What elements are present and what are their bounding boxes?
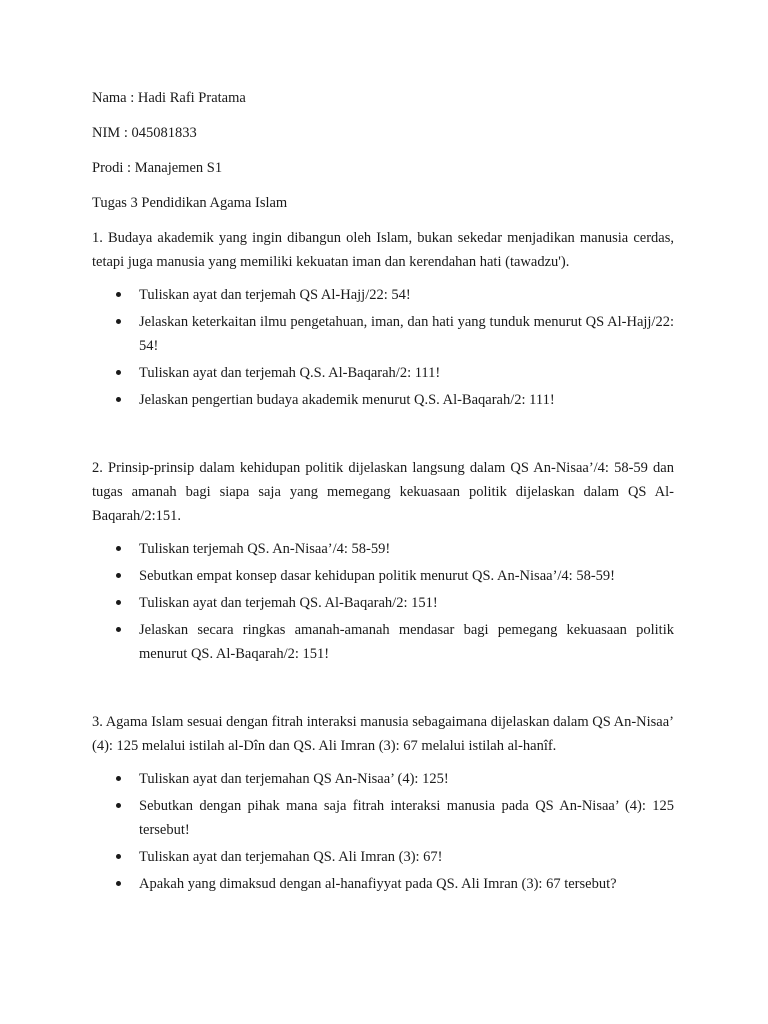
bullet-icon bbox=[116, 292, 121, 297]
student-name: Nama : Hadi Rafi Pratama bbox=[92, 90, 246, 106]
list-item-text: Jelaskan keterkaitan ilmu pengetahuan, iman, dan hati yang tunduk menurut QS Al-Hajj/22: 54! bbox=[139, 314, 674, 354]
list-item bbox=[92, 564, 674, 588]
list-item-text: Tuliskan ayat dan terjemah QS Al-Hajj/22: 54! bbox=[139, 287, 411, 303]
list-item-text: Sebutkan empat konsep dasar kehidupan politik menurut QS. An-Nisaa’/4: 58-59! bbox=[139, 568, 615, 584]
list-item bbox=[92, 537, 674, 561]
bullet-icon bbox=[116, 854, 121, 859]
list-item-text: Apakah yang dimaksud dengan al-hanafiyyat pada QS. Ali Imran (3): 67 tersebut? bbox=[139, 876, 617, 892]
question-items bbox=[92, 283, 674, 412]
bullet-icon bbox=[116, 573, 121, 578]
list-item-text: Tuliskan ayat dan terjemahan QS An-Nisaa’ (4): 125! bbox=[139, 771, 449, 787]
bullet-icon bbox=[116, 881, 121, 886]
study-program: Prodi : Manajemen S1 bbox=[92, 160, 223, 176]
list-item bbox=[92, 872, 674, 896]
list-item bbox=[92, 361, 674, 385]
question-1 bbox=[92, 226, 674, 412]
list-item bbox=[92, 794, 674, 842]
list-item bbox=[92, 767, 674, 791]
question-items bbox=[92, 767, 674, 896]
list-item bbox=[92, 618, 674, 666]
bullet-icon bbox=[116, 803, 121, 808]
bullet-icon bbox=[116, 627, 121, 632]
list-item-text: Jelaskan pengertian budaya akademik menurut Q.S. Al-Baqarah/2: 111! bbox=[139, 392, 555, 408]
list-item-text: Tuliskan terjemah QS. An-Nisaa’/4: 58-59! bbox=[139, 541, 391, 557]
list-item-text: Tuliskan ayat dan terjemah QS. Al-Baqarah/2: 151! bbox=[139, 595, 438, 611]
question-items bbox=[92, 537, 674, 666]
list-item-text: Sebutkan dengan pihak mana saja fitrah interaksi manusia pada QS An-Nisaa’ (4): 125 tersebut! bbox=[139, 798, 674, 838]
question-2 bbox=[92, 456, 674, 666]
bullet-icon bbox=[116, 776, 121, 781]
student-nim: NIM : 045081833 bbox=[92, 125, 197, 141]
list-item-text: Jelaskan secara ringkas amanah-amanah mendasar bagi pemegang kekuasaan politik menurut QS. Al-Baqarah/2: 151! bbox=[139, 622, 674, 662]
list-item bbox=[92, 591, 674, 615]
list-item-text: Tuliskan ayat dan terjemahan QS. Ali Imran (3): 67! bbox=[139, 849, 443, 865]
assignment-title: Tugas 3 Pendidikan Agama Islam bbox=[92, 195, 288, 211]
list-item-text: Tuliskan ayat dan terjemah Q.S. Al-Baqarah/2: 111! bbox=[139, 365, 441, 381]
bullet-icon bbox=[116, 600, 121, 605]
bullet-icon bbox=[116, 319, 121, 324]
list-item bbox=[92, 845, 674, 869]
bullet-icon bbox=[116, 546, 121, 551]
bullet-icon bbox=[116, 397, 121, 402]
bullet-icon bbox=[116, 370, 121, 375]
question-text: 3. Agama Islam sesuai dengan fitrah interaksi manusia sebagaimana dijelaskan dalam QS An-Nisaa’ (4): 125 melalui istilah al-Dîn dan QS. Ali Imran (3): 67 melalui istilah al-hanîf. bbox=[92, 714, 674, 754]
question-text: 1. Budaya akademik yang ingin dibangun oleh Islam, bukan sekedar menjadikan manusia cerdas, tetapi juga manusia yang memiliki kekuatan iman dan kerendahan hati (tawadzu'). bbox=[92, 230, 674, 270]
question-text: 2. Prinsip-prinsip dalam kehidupan politik dijelaskan langsung dalam QS An-Nisaa’/4: 58-59 dan tugas amanah bagi siapa saja yang memegang kekuasaan politik dijelaskan dalam QS Al-Baqarah/2:151. bbox=[92, 460, 674, 524]
question-3 bbox=[92, 710, 674, 896]
list-item bbox=[92, 283, 674, 307]
list-item bbox=[92, 388, 674, 412]
list-item bbox=[92, 310, 674, 358]
